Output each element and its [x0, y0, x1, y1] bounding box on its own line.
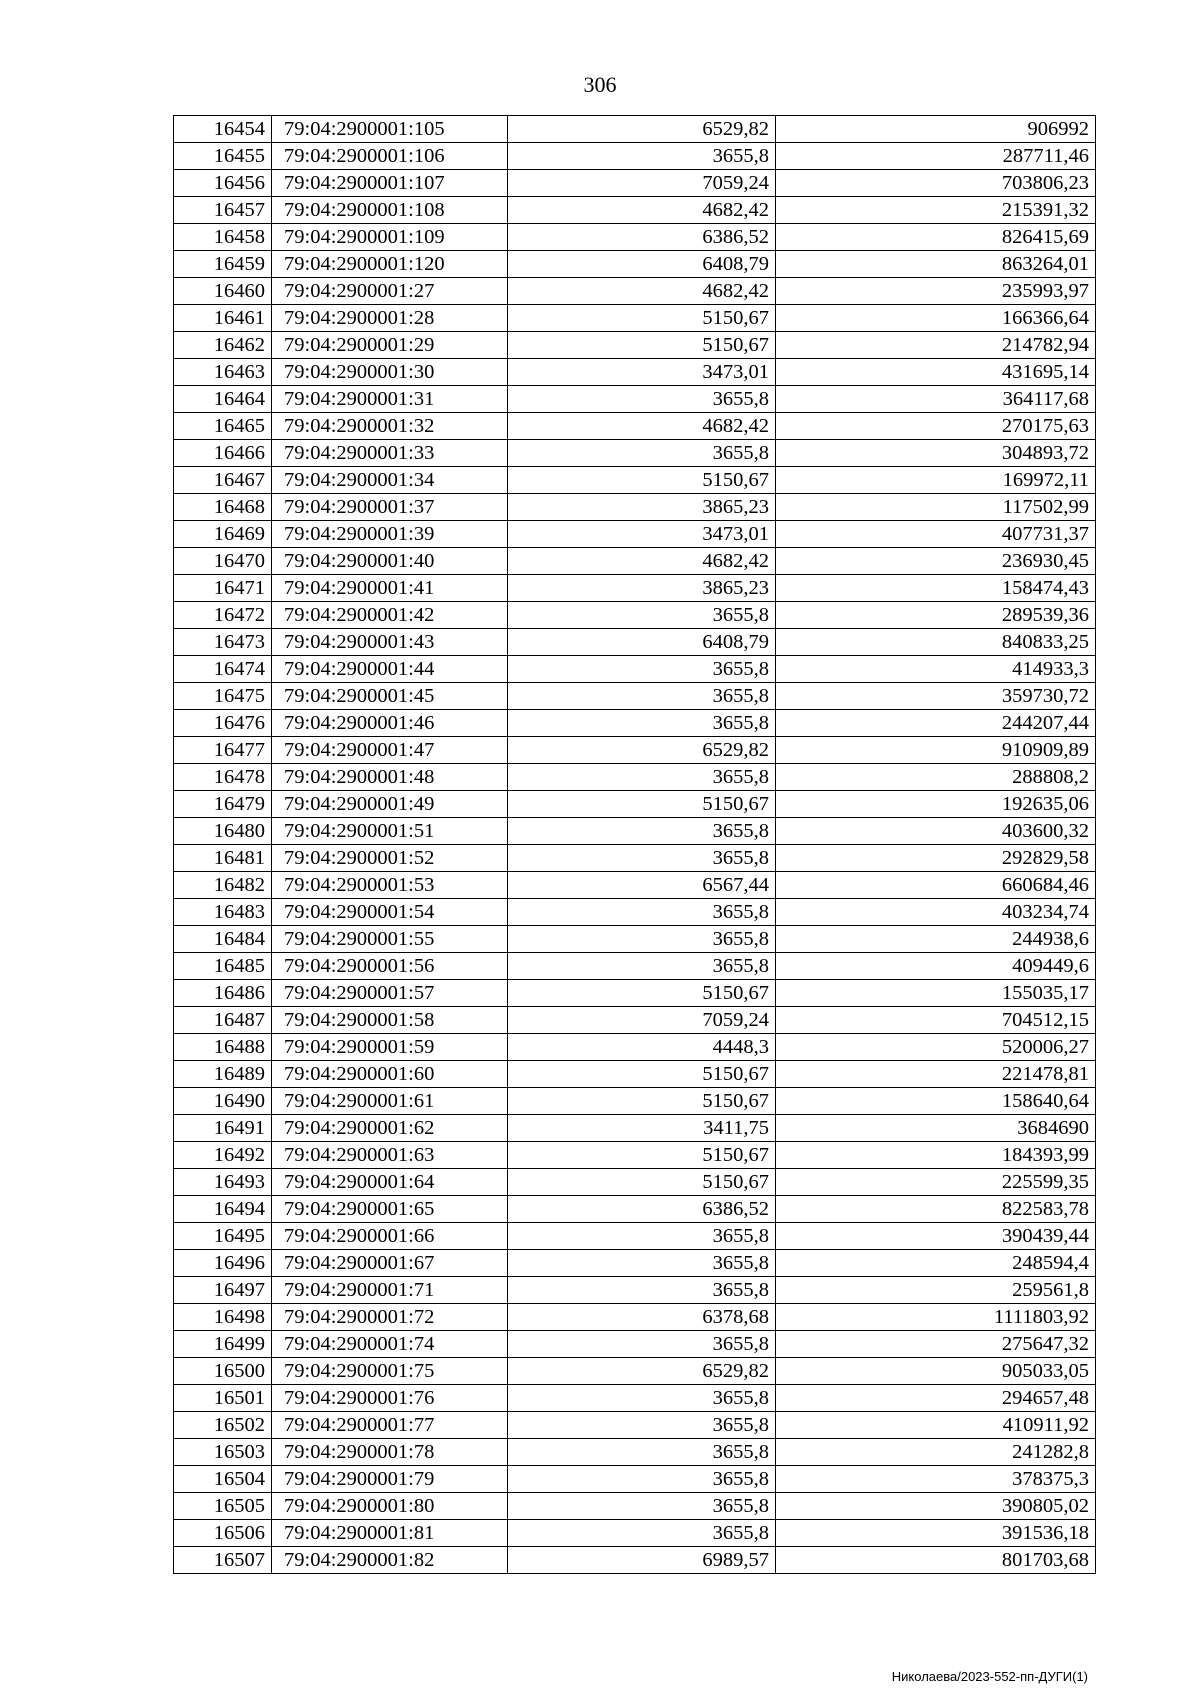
cadastral-number-cell: 79:04:2900001:43: [272, 629, 508, 656]
table-row: [174, 845, 1096, 872]
table-row: [174, 1277, 1096, 1304]
cadastral-value-cell: 704512,15: [776, 1007, 1096, 1034]
row-number-cell: 16465: [174, 413, 272, 440]
cadastral-number-cell: 79:04:2900001:64: [272, 1169, 508, 1196]
row-number-cell: 16496: [174, 1250, 272, 1277]
cadastral-value-cell: 826415,69: [776, 224, 1096, 251]
cadastral-value-cell: 660684,46: [776, 872, 1096, 899]
cadastral-value-cell: 289539,36: [776, 602, 1096, 629]
table-row: [174, 116, 1096, 143]
cadastral-value-cell: 403234,74: [776, 899, 1096, 926]
cadastral-value-cell: 241282,8: [776, 1439, 1096, 1466]
area-value-cell: 3655,8: [508, 953, 776, 980]
table-row: [174, 197, 1096, 224]
cadastral-value-cell: 410911,92: [776, 1412, 1096, 1439]
area-value-cell: 4682,42: [508, 548, 776, 575]
row-number-cell: 16455: [174, 143, 272, 170]
area-value-cell: 3655,8: [508, 845, 776, 872]
cadastral-number-cell: 79:04:2900001:42: [272, 602, 508, 629]
table-row: [174, 1250, 1096, 1277]
table-row: [174, 953, 1096, 980]
area-value-cell: 3655,8: [508, 1385, 776, 1412]
table-row: [174, 818, 1096, 845]
row-number-cell: 16459: [174, 251, 272, 278]
row-number-cell: 16494: [174, 1196, 272, 1223]
cadastral-number-cell: 79:04:2900001:40: [272, 548, 508, 575]
area-value-cell: 3655,8: [508, 764, 776, 791]
row-number-cell: 16461: [174, 305, 272, 332]
area-value-cell: 5150,67: [508, 1169, 776, 1196]
cadastral-value-cell: 248594,4: [776, 1250, 1096, 1277]
row-number-cell: 16495: [174, 1223, 272, 1250]
area-value-cell: 3655,8: [508, 899, 776, 926]
area-value-cell: 3473,01: [508, 521, 776, 548]
area-value-cell: 4448,3: [508, 1034, 776, 1061]
area-value-cell: 4682,42: [508, 197, 776, 224]
table-row: [174, 899, 1096, 926]
area-value-cell: 3655,8: [508, 386, 776, 413]
cadastral-value-cell: 1111803,92: [776, 1304, 1096, 1331]
cadastral-number-cell: 79:04:2900001:75: [272, 1358, 508, 1385]
area-value-cell: 3655,8: [508, 1493, 776, 1520]
table-row: [174, 548, 1096, 575]
cadastral-value-cell: 390805,02: [776, 1493, 1096, 1520]
cadastral-value-cell: 364117,68: [776, 386, 1096, 413]
cadastral-value-cell: 221478,81: [776, 1061, 1096, 1088]
row-number-cell: 16489: [174, 1061, 272, 1088]
table-body: [174, 116, 1096, 1574]
cadastral-value-cell: 292829,58: [776, 845, 1096, 872]
area-value-cell: 3655,8: [508, 926, 776, 953]
cadastral-value-cell: 3684690: [776, 1115, 1096, 1142]
row-number-cell: 16480: [174, 818, 272, 845]
cadastral-value-cell: 840833,25: [776, 629, 1096, 656]
cadastral-value-cell: 801703,68: [776, 1547, 1096, 1574]
cadastral-value-cell: 155035,17: [776, 980, 1096, 1007]
row-number-cell: 16506: [174, 1520, 272, 1547]
cadastral-value-cell: 287711,46: [776, 143, 1096, 170]
cadastral-value-cell: 378375,3: [776, 1466, 1096, 1493]
row-number-cell: 16486: [174, 980, 272, 1007]
table-row: [174, 1466, 1096, 1493]
cadastral-number-cell: 79:04:2900001:107: [272, 170, 508, 197]
cadastral-number-cell: 79:04:2900001:55: [272, 926, 508, 953]
row-number-cell: 16464: [174, 386, 272, 413]
cadastral-number-cell: 79:04:2900001:33: [272, 440, 508, 467]
cadastral-number-cell: 79:04:2900001:61: [272, 1088, 508, 1115]
cadastral-number-cell: 79:04:2900001:106: [272, 143, 508, 170]
cadastral-value-cell: 158640,64: [776, 1088, 1096, 1115]
area-value-cell: 3655,8: [508, 1250, 776, 1277]
row-number-cell: 16466: [174, 440, 272, 467]
table-row: [174, 980, 1096, 1007]
area-value-cell: 5150,67: [508, 1142, 776, 1169]
table-row: [174, 683, 1096, 710]
row-number-cell: 16481: [174, 845, 272, 872]
row-number-cell: 16478: [174, 764, 272, 791]
cadastral-number-cell: 79:04:2900001:51: [272, 818, 508, 845]
cadastral-value-cell: 407731,37: [776, 521, 1096, 548]
row-number-cell: 16474: [174, 656, 272, 683]
cadastral-number-cell: 79:04:2900001:81: [272, 1520, 508, 1547]
table-row: [174, 629, 1096, 656]
area-value-cell: 6529,82: [508, 737, 776, 764]
table-row: [174, 656, 1096, 683]
area-value-cell: 6529,82: [508, 116, 776, 143]
cadastral-number-cell: 79:04:2900001:108: [272, 197, 508, 224]
area-value-cell: 3655,8: [508, 1223, 776, 1250]
cadastral-number-cell: 79:04:2900001:77: [272, 1412, 508, 1439]
cadastral-value-cell: 294657,48: [776, 1385, 1096, 1412]
area-value-cell: 3865,23: [508, 575, 776, 602]
table-row: [174, 440, 1096, 467]
area-value-cell: 3655,8: [508, 683, 776, 710]
table-row: [174, 926, 1096, 953]
table-row: [174, 737, 1096, 764]
table-row: [174, 1007, 1096, 1034]
area-value-cell: 5150,67: [508, 332, 776, 359]
row-number-cell: 16503: [174, 1439, 272, 1466]
cadastral-number-cell: 79:04:2900001:60: [272, 1061, 508, 1088]
area-value-cell: 3655,8: [508, 440, 776, 467]
table-row: [174, 1385, 1096, 1412]
table-row: [174, 332, 1096, 359]
cadastral-number-cell: 79:04:2900001:59: [272, 1034, 508, 1061]
row-number-cell: 16462: [174, 332, 272, 359]
cadastral-value-cell: 431695,14: [776, 359, 1096, 386]
table-row: [174, 1196, 1096, 1223]
cadastral-value-cell: 215391,32: [776, 197, 1096, 224]
cadastral-value-cell: 244938,6: [776, 926, 1096, 953]
cadastral-number-cell: 79:04:2900001:57: [272, 980, 508, 1007]
area-value-cell: 3655,8: [508, 710, 776, 737]
table-row: [174, 1520, 1096, 1547]
row-number-cell: 16475: [174, 683, 272, 710]
row-number-cell: 16460: [174, 278, 272, 305]
table-row: [174, 1088, 1096, 1115]
row-number-cell: 16472: [174, 602, 272, 629]
area-value-cell: 6567,44: [508, 872, 776, 899]
table-row: [174, 467, 1096, 494]
row-number-cell: 16493: [174, 1169, 272, 1196]
area-value-cell: 3411,75: [508, 1115, 776, 1142]
row-number-cell: 16470: [174, 548, 272, 575]
cadastral-value-cell: 906992: [776, 116, 1096, 143]
page-number: 306: [583, 72, 617, 97]
table-row: [174, 278, 1096, 305]
area-value-cell: 6408,79: [508, 251, 776, 278]
row-number-cell: 16454: [174, 116, 272, 143]
table-row: [174, 710, 1096, 737]
cadastral-value-cell: 703806,23: [776, 170, 1096, 197]
area-value-cell: 3473,01: [508, 359, 776, 386]
row-number-cell: 16463: [174, 359, 272, 386]
table-row: [174, 251, 1096, 278]
area-value-cell: 6386,52: [508, 1196, 776, 1223]
table-row: [174, 224, 1096, 251]
cadastral-value-cell: 166366,64: [776, 305, 1096, 332]
table-row: [174, 1439, 1096, 1466]
area-value-cell: 5150,67: [508, 980, 776, 1007]
row-number-cell: 16507: [174, 1547, 272, 1574]
cadastral-value-cell: 409449,6: [776, 953, 1096, 980]
table-row: [174, 1547, 1096, 1574]
cadastral-number-cell: 79:04:2900001:53: [272, 872, 508, 899]
area-value-cell: 5150,67: [508, 305, 776, 332]
table-row: [174, 413, 1096, 440]
cadastral-number-cell: 79:04:2900001:49: [272, 791, 508, 818]
area-value-cell: 7059,24: [508, 1007, 776, 1034]
area-value-cell: 5150,67: [508, 1088, 776, 1115]
cadastral-value-cell: 822583,78: [776, 1196, 1096, 1223]
cadastral-value-cell: 359730,72: [776, 683, 1096, 710]
cadastral-value-cell: 225599,35: [776, 1169, 1096, 1196]
cadastral-value-cell: 117502,99: [776, 494, 1096, 521]
table-row: [174, 1304, 1096, 1331]
row-number-cell: 16498: [174, 1304, 272, 1331]
row-number-cell: 16502: [174, 1412, 272, 1439]
row-number-cell: 16467: [174, 467, 272, 494]
cadastral-number-cell: 79:04:2900001:28: [272, 305, 508, 332]
area-value-cell: 3655,8: [508, 143, 776, 170]
cadastral-value-cell: 270175,63: [776, 413, 1096, 440]
row-number-cell: 16458: [174, 224, 272, 251]
row-number-cell: 16500: [174, 1358, 272, 1385]
cadastral-number-cell: 79:04:2900001:32: [272, 413, 508, 440]
cadastral-number-cell: 79:04:2900001:41: [272, 575, 508, 602]
row-number-cell: 16505: [174, 1493, 272, 1520]
table-row: [174, 764, 1096, 791]
row-number-cell: 16457: [174, 197, 272, 224]
table-row: [174, 1142, 1096, 1169]
cadastral-value-cell: 863264,01: [776, 251, 1096, 278]
area-value-cell: 3655,8: [508, 1277, 776, 1304]
area-value-cell: 3655,8: [508, 656, 776, 683]
cadastral-number-cell: 79:04:2900001:120: [272, 251, 508, 278]
cadastral-number-cell: 79:04:2900001:30: [272, 359, 508, 386]
cadastral-number-cell: 79:04:2900001:105: [272, 116, 508, 143]
row-number-cell: 16488: [174, 1034, 272, 1061]
cadastral-number-cell: 79:04:2900001:54: [272, 899, 508, 926]
row-number-cell: 16469: [174, 521, 272, 548]
area-value-cell: 5150,67: [508, 467, 776, 494]
cadastral-value-cell: 244207,44: [776, 710, 1096, 737]
table-row: [174, 1169, 1096, 1196]
cadastral-value-cell: 403600,32: [776, 818, 1096, 845]
row-number-cell: 16485: [174, 953, 272, 980]
row-number-cell: 16473: [174, 629, 272, 656]
table-row: [174, 791, 1096, 818]
table-row: [174, 521, 1096, 548]
cadastral-number-cell: 79:04:2900001:37: [272, 494, 508, 521]
area-value-cell: 3655,8: [508, 1412, 776, 1439]
row-number-cell: 16497: [174, 1277, 272, 1304]
cadastral-number-cell: 79:04:2900001:71: [272, 1277, 508, 1304]
cadastral-number-cell: 79:04:2900001:45: [272, 683, 508, 710]
table-row: [174, 602, 1096, 629]
area-value-cell: 6408,79: [508, 629, 776, 656]
cadastral-value-cell: 391536,18: [776, 1520, 1096, 1547]
area-value-cell: 3655,8: [508, 1466, 776, 1493]
row-number-cell: 16484: [174, 926, 272, 953]
cadastral-number-cell: 79:04:2900001:29: [272, 332, 508, 359]
row-number-cell: 16504: [174, 1466, 272, 1493]
area-value-cell: 6989,57: [508, 1547, 776, 1574]
cadastral-number-cell: 79:04:2900001:46: [272, 710, 508, 737]
area-value-cell: 4682,42: [508, 413, 776, 440]
table-row: [174, 1115, 1096, 1142]
cadastral-number-cell: 79:04:2900001:76: [272, 1385, 508, 1412]
row-number-cell: 16456: [174, 170, 272, 197]
cadastral-value-cell: 236930,45: [776, 548, 1096, 575]
table-row: [174, 1358, 1096, 1385]
table-row: [174, 170, 1096, 197]
cadastral-number-cell: 79:04:2900001:65: [272, 1196, 508, 1223]
table-row: [174, 872, 1096, 899]
cadastral-number-cell: 79:04:2900001:109: [272, 224, 508, 251]
cadastral-number-cell: 79:04:2900001:52: [272, 845, 508, 872]
row-number-cell: 16487: [174, 1007, 272, 1034]
area-value-cell: 3655,8: [508, 1331, 776, 1358]
cadastral-number-cell: 79:04:2900001:44: [272, 656, 508, 683]
cadastral-value-cell: 288808,2: [776, 764, 1096, 791]
cadastral-number-cell: 79:04:2900001:79: [272, 1466, 508, 1493]
cadastral-value-cell: 214782,94: [776, 332, 1096, 359]
area-value-cell: 6529,82: [508, 1358, 776, 1385]
cadastral-number-cell: 79:04:2900001:63: [272, 1142, 508, 1169]
area-value-cell: 6386,52: [508, 224, 776, 251]
area-value-cell: 3655,8: [508, 1439, 776, 1466]
cadastral-number-cell: 79:04:2900001:67: [272, 1250, 508, 1277]
table-row: [174, 359, 1096, 386]
table-row: [174, 575, 1096, 602]
table-row: [174, 1331, 1096, 1358]
area-value-cell: 3655,8: [508, 1520, 776, 1547]
table-row: [174, 386, 1096, 413]
row-number-cell: 16477: [174, 737, 272, 764]
area-value-cell: 4682,42: [508, 278, 776, 305]
cadastral-number-cell: 79:04:2900001:62: [272, 1115, 508, 1142]
row-number-cell: 16491: [174, 1115, 272, 1142]
row-number-cell: 16483: [174, 899, 272, 926]
cadastral-number-cell: 79:04:2900001:39: [272, 521, 508, 548]
area-value-cell: 5150,67: [508, 1061, 776, 1088]
table-row: [174, 1493, 1096, 1520]
cadastral-value-cell: 905033,05: [776, 1358, 1096, 1385]
table-row: [174, 1061, 1096, 1088]
cadastral-number-cell: 79:04:2900001:72: [272, 1304, 508, 1331]
cadastral-value-cell: 910909,89: [776, 737, 1096, 764]
document-reference: Николаева/2023-552-пп-ДУГИ(1): [891, 1669, 1088, 1684]
cadastral-value-cell: 192635,06: [776, 791, 1096, 818]
cadastral-value-cell: 520006,27: [776, 1034, 1096, 1061]
row-number-cell: 16471: [174, 575, 272, 602]
area-value-cell: 3865,23: [508, 494, 776, 521]
cadastral-value-table: [173, 115, 1096, 1574]
row-number-cell: 16501: [174, 1385, 272, 1412]
row-number-cell: 16468: [174, 494, 272, 521]
cadastral-number-cell: 79:04:2900001:80: [272, 1493, 508, 1520]
cadastral-number-cell: 79:04:2900001:27: [272, 278, 508, 305]
cadastral-number-cell: 79:04:2900001:74: [272, 1331, 508, 1358]
area-value-cell: 5150,67: [508, 791, 776, 818]
row-number-cell: 16499: [174, 1331, 272, 1358]
area-value-cell: 3655,8: [508, 602, 776, 629]
cadastral-value-cell: 184393,99: [776, 1142, 1096, 1169]
cadastral-value-cell: 169972,11: [776, 467, 1096, 494]
cadastral-value-cell: 235993,97: [776, 278, 1096, 305]
row-number-cell: 16479: [174, 791, 272, 818]
row-number-cell: 16490: [174, 1088, 272, 1115]
cadastral-value-cell: 304893,72: [776, 440, 1096, 467]
cadastral-number-cell: 79:04:2900001:56: [272, 953, 508, 980]
area-value-cell: 3655,8: [508, 818, 776, 845]
table-row: [174, 305, 1096, 332]
cadastral-value-cell: 414933,3: [776, 656, 1096, 683]
cadastral-value-cell: 275647,32: [776, 1331, 1096, 1358]
table-row: [174, 1034, 1096, 1061]
cadastral-number-cell: 79:04:2900001:47: [272, 737, 508, 764]
cadastral-number-cell: 79:04:2900001:31: [272, 386, 508, 413]
row-number-cell: 16482: [174, 872, 272, 899]
cadastral-number-cell: 79:04:2900001:48: [272, 764, 508, 791]
cadastral-number-cell: 79:04:2900001:66: [272, 1223, 508, 1250]
cadastral-value-cell: 390439,44: [776, 1223, 1096, 1250]
cadastral-value-cell: 158474,43: [776, 575, 1096, 602]
cadastral-number-cell: 79:04:2900001:82: [272, 1547, 508, 1574]
row-number-cell: 16492: [174, 1142, 272, 1169]
table-row: [174, 494, 1096, 521]
cadastral-number-cell: 79:04:2900001:78: [272, 1439, 508, 1466]
cadastral-value-cell: 259561,8: [776, 1277, 1096, 1304]
table-row: [174, 1223, 1096, 1250]
area-value-cell: 6378,68: [508, 1304, 776, 1331]
table-row: [174, 143, 1096, 170]
cadastral-number-cell: 79:04:2900001:58: [272, 1007, 508, 1034]
cadastral-number-cell: 79:04:2900001:34: [272, 467, 508, 494]
table-row: [174, 1412, 1096, 1439]
row-number-cell: 16476: [174, 710, 272, 737]
area-value-cell: 7059,24: [508, 170, 776, 197]
